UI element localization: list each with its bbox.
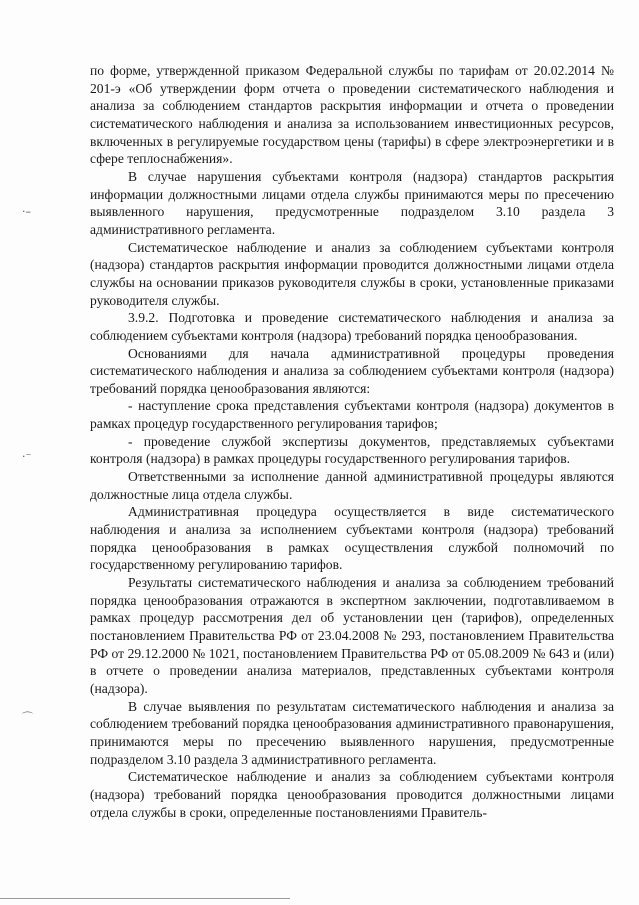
margin-mark: ·⁻ <box>22 450 32 463</box>
bottom-rule <box>0 898 290 899</box>
paragraph: В случае выявления по результатам систематического наблюдения и анализа за соблюдением требований порядка ценообразования административного правонарушения, принимаются меры по пресечению выявленного нарушения, предусмотренные подразделом 3.10 раздела 3 административного регламента. <box>90 698 614 767</box>
list-item: - проведение службой экспертизы документов, представляемых субъектами контроля (надзора) в рамках процедуры государственного регулирования тарифов. <box>90 433 614 467</box>
paragraph: Ответственными за исполнение данной административной процедуры являются должностные лица отдела службы. <box>90 469 614 502</box>
section-heading-3-9-2: 3.9.2. Подготовка и проведение систематического наблюдения и анализа за соблюдением субъектами контроля (надзора) требований порядка ценообразования. <box>90 310 614 343</box>
margin-mark: ⌒ <box>22 711 33 724</box>
paragraph: Систематическое наблюдение и анализ за соблюдением субъектами контроля (надзора) требований порядка ценообразования проводится должностными лицами отдела службы в сроки, определенные постановлениями Правитель- <box>90 769 614 820</box>
margin-mark: ·– <box>22 205 31 218</box>
paragraph: Результаты систематического наблюдения и анализа за соблюдением требований порядка ценообразования отражаются в экспертном заключении, подготавливаемом в рамках процедур рассмотрения дел об установлении цен (тарифов), определенных постановлением Правительства РФ от 23.04.2008 № 293, постановлением Правительства РФ от 29.12.2000 № 1021, постановлением Правительства РФ от 05.08.2009 № 643 и (или) в отчете о проведении анализа материалов, представленных субъектами контроля (надзора). <box>90 575 614 696</box>
list-item: - наступление срока представления субъектами контроля (надзора) документов в рамках процедур государственного регулирования тарифов; <box>90 398 614 432</box>
paragraph: Административная процедура осуществляется в виде систематического наблюдения и анализа за исполнением субъектами контроля (надзора) требований порядка ценообразования в рамках осуществления службой полномочий по государственному регулированию тарифов. <box>90 504 614 573</box>
paragraph: В случае нарушения субъектами контроля (надзора) стандартов раскрытия информации должностными лицами отдела службы принимаются меры по пресечению выявленного нарушения, предусмотренные подразделом 3.10 раздела 3 административного регламента. <box>90 168 614 237</box>
document-body <box>90 62 614 821</box>
paragraph: Основаниями для начала административной процедуры проведения систематического наблюдения и анализа за соблюдением субъектами контроля (надзора) требований порядка ценообразования являются: <box>90 345 614 396</box>
paragraph-continuation: по форме, утвержденной приказом Федеральной службы по тарифам от 20.02.2014 № 201-э «Об утверждении форм отчета о проведении систематического наблюдения и анализа за соблюдением стандартов раскрытия информации и отчета о проведении систематического наблюдения и анализа за использованием инвестиционных ресурсов, включенных в регулируемые государством цены (тарифы) в сфере электроэнергетики и в сфере теплоснабжения». <box>90 63 614 167</box>
paragraph: Систематическое наблюдение и анализ за соблюдением субъектами контроля (надзора) стандартов раскрытия информации проводится должностными лицами отдела службы на основании приказов руководителя службы в сроки, установленные приказами руководителя службы. <box>90 239 614 308</box>
